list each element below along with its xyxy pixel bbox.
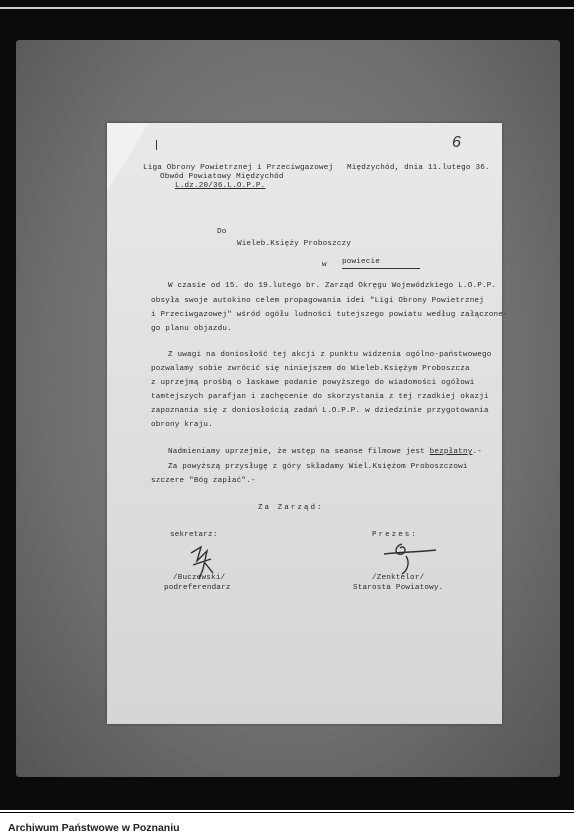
president-name: /Zenktelor/ [372,574,425,582]
secretary-name: /Buczewski/ [173,574,226,582]
org-line-2: Obwód Powiatowy Międzychód [160,173,284,181]
org-line-1: Liga Obrony Powietrznej i Przeciwgazowej [143,164,334,172]
archive-caption: Archiwum Państwowe w Poznaniu [8,822,180,834]
za-zarzad: Za Zarząd: [258,504,324,512]
addressee-w: w [322,261,327,269]
president-title: Prezes: [372,531,418,539]
paragraph-2-line-4: tamtejszych parafjan i zachęcenie do skorzystania z tej rzadkiej okazji [151,393,489,401]
place-date: Międzychód, dnia 11.lutego 36. [347,164,490,172]
paragraph-4-line-2: szczere "Bóg zapłać".- [151,477,256,485]
reference-number: L.dz.20/36.L.O.P.P. [175,182,266,190]
secretary-title: sekretarz: [170,531,218,539]
paragraph-1-line-3: i Przeciwgazowej" wśród ogółu ludności tutejszego powiatu według załączone- [151,311,508,319]
pencil-mark [156,140,160,150]
addressee-location: powiecie [342,259,420,269]
page-number: 6 [452,134,461,151]
paragraph-4-line-1: Za powyższą przysługę z góry składamy Wiel.Księżom Proboszczowi [168,463,468,471]
top-border-line [0,7,574,9]
paragraph-2-line-2: pozwalamy sobie zwrócić się niniejszem do Wieleb.Księżym Proboszcza [151,365,470,373]
footer-divider [0,812,574,813]
folded-corner [107,123,149,191]
president-signature [380,538,440,578]
paragraph-2-line-6: obrony kraju. [151,421,213,429]
paragraph-2-line-5: zapoznania się z doniosłością zadań L.O.P.P. w dziedzinie przygotowania [151,407,489,415]
paragraph-1-line-2: obsyła swoje autokino celem propagowania idei "Ligi Obrony Powietrznej [151,297,484,305]
paragraph-3-text: Nadmieniamy uprzejmie, że wstęp na seanse filmowe jest [168,448,430,456]
paragraph-3-end: .- [472,448,482,456]
addressee-name: Wieleb.Księży Proboszczy [237,240,352,248]
secretary-role: podreferendarz [164,584,231,592]
paragraph-2-line-3: z uprzejmą prośbą o łaskawe podanie powyższego do wiadomości ogółowi [151,379,475,387]
president-role: Starosta Powiatowy. [353,584,444,592]
paragraph-2-line-1: Z uwagi na doniosłość tej akcji z punktu widzenia ogólno-państwowego [168,351,492,359]
paragraph-3-emphasis: bezpłatny [429,448,473,456]
paragraph-1-line-4: go planu objazdu. [151,325,232,333]
paragraph-3-line-1 [168,449,482,457]
paragraph-1-line-1: W czasie od 15. do 19.lutego br. Zarząd Okręgu Wojewódzkiego L.O.P.P. [168,282,497,290]
addressee-do: Do [217,228,227,236]
